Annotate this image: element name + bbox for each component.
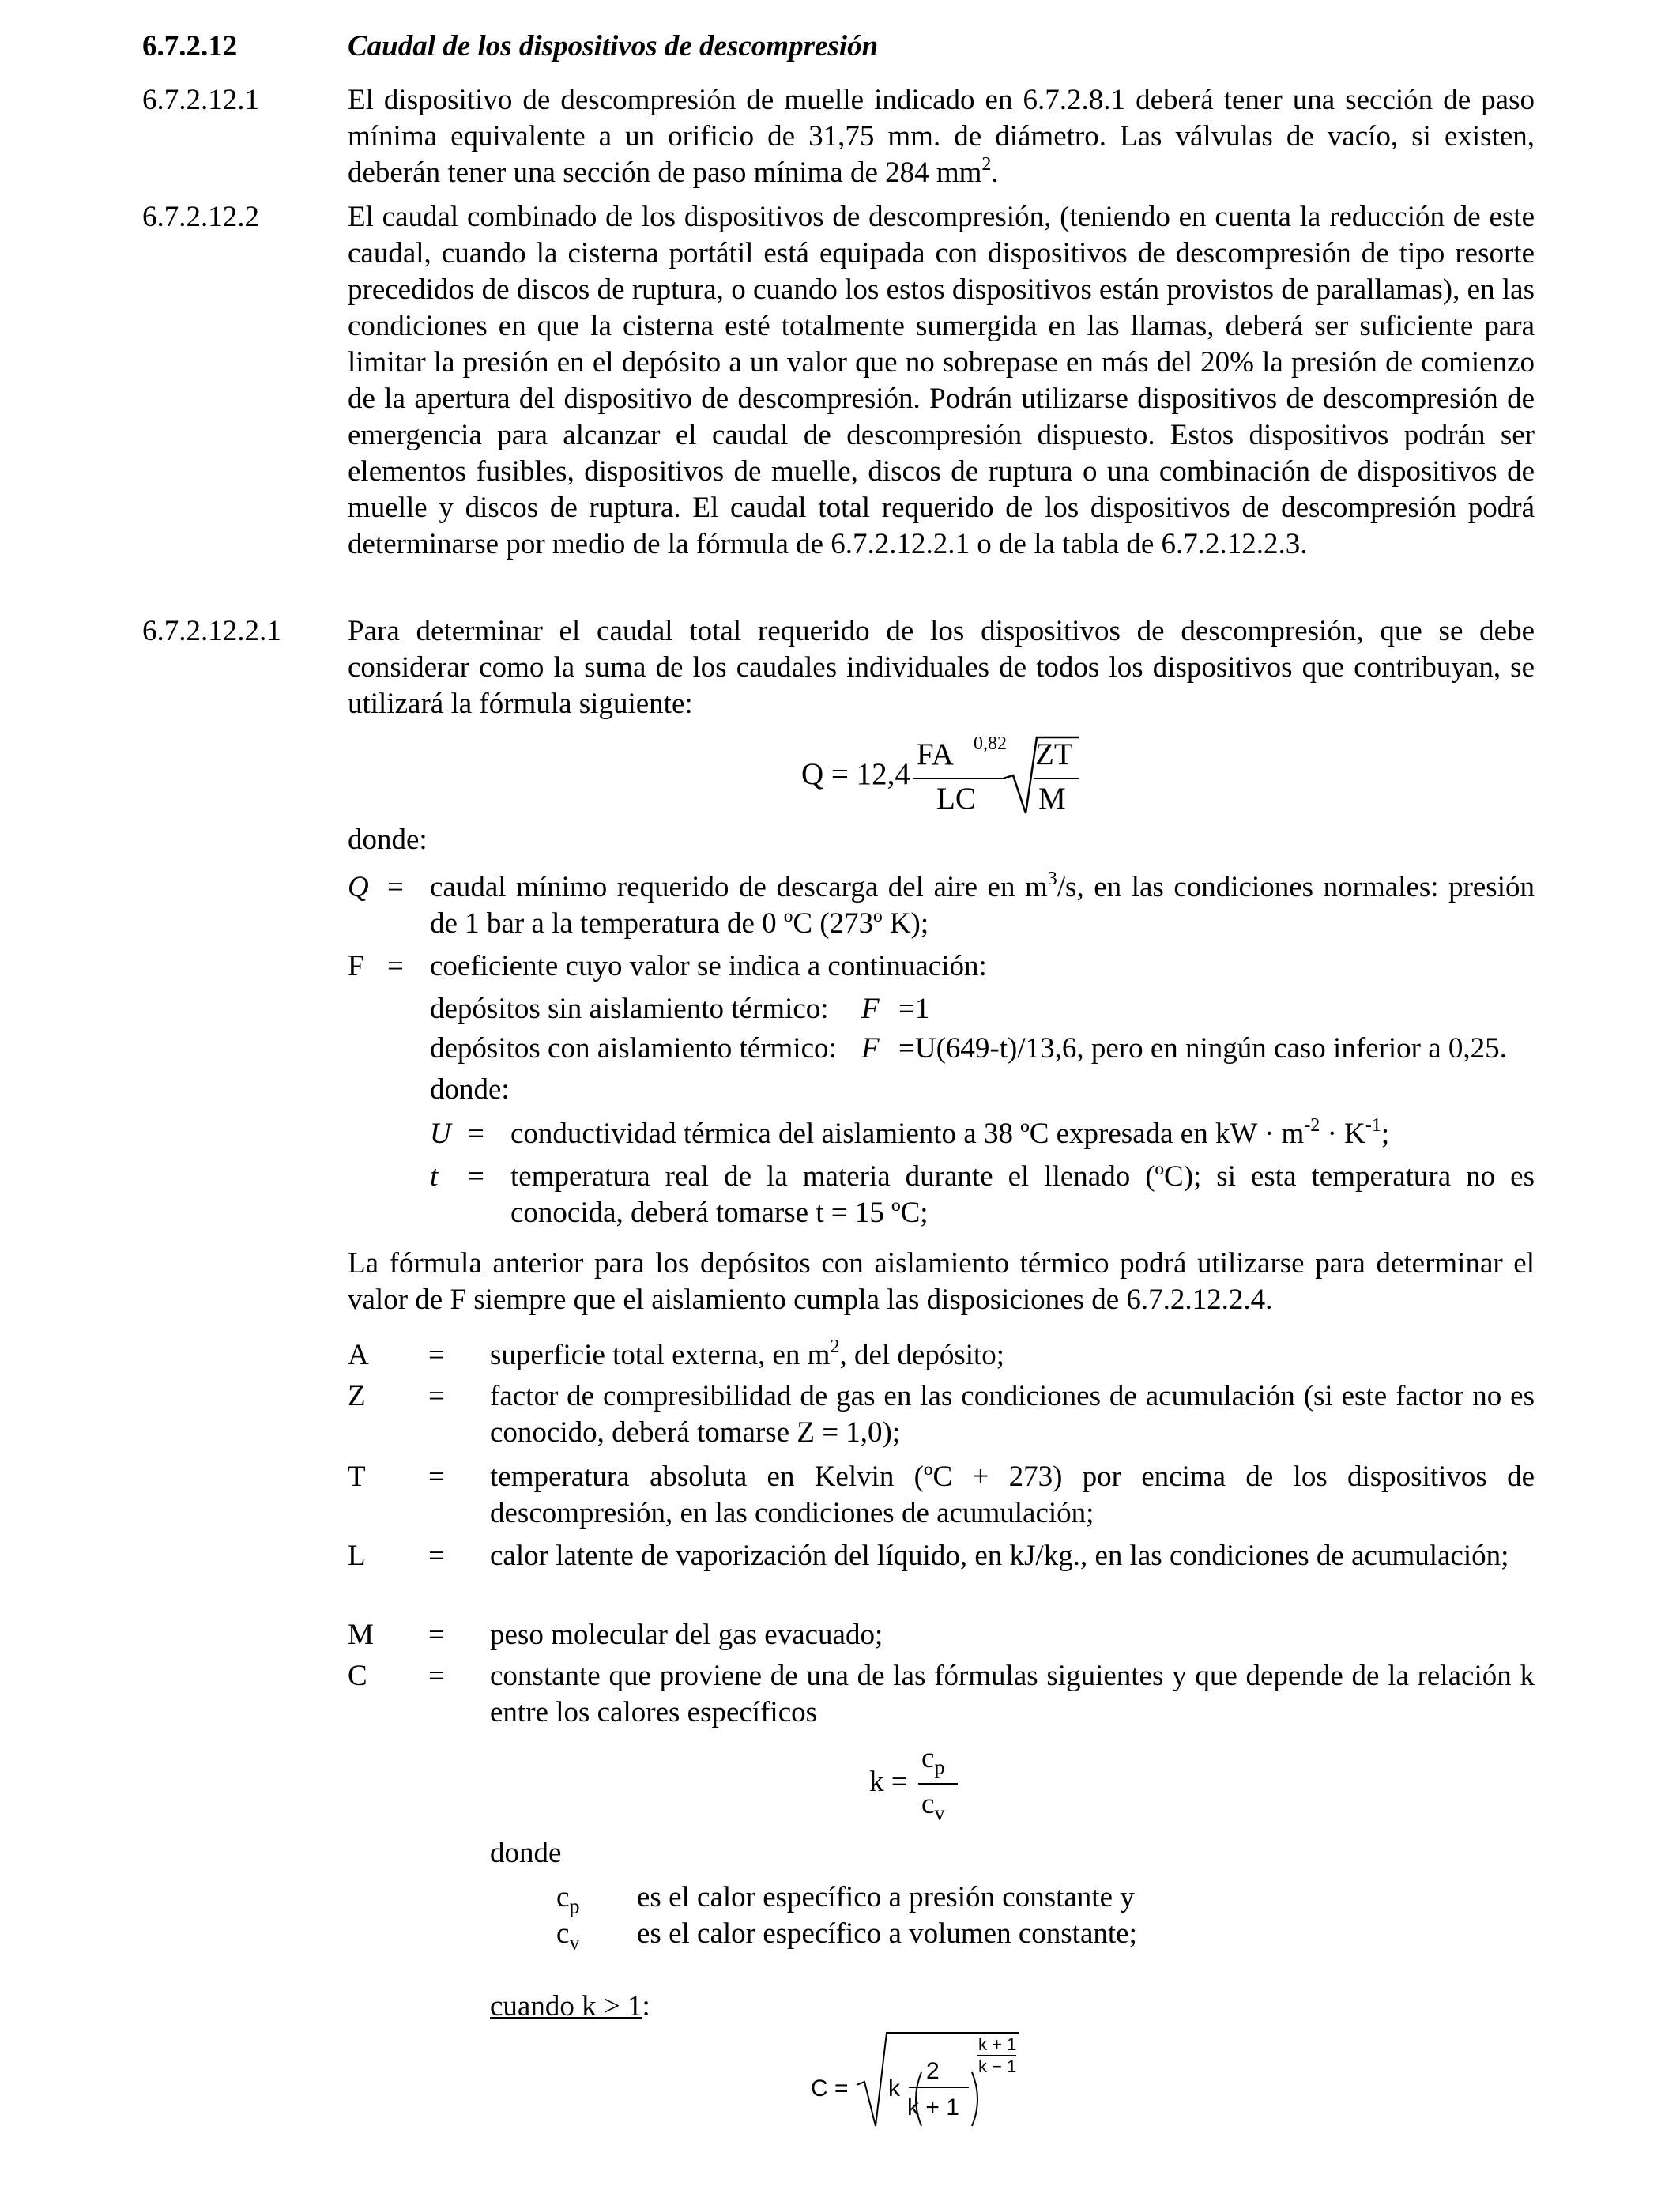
definition-equals: = <box>387 950 404 982</box>
definition-symbol: C <box>348 1660 367 1692</box>
note-paragraph: La fórmula anterior para los depósitos con aislamiento térmico podrá utilizarse para determinar el valor de F siempre que el aislamiento cumpla las disposiciones de 6.7.2.12.2.4. <box>348 1247 1535 1316</box>
fraction-bar <box>1034 778 1079 779</box>
definition-symbol: Q <box>348 871 369 903</box>
paragraph-text: Para determinar el caudal total requerido de los dispositivos de descompresión, que se debe considerar como la suma de los caudales individuales de todos los dispositivos que contribuyan, se utilizará la fórmula siguiente: <box>348 615 1535 720</box>
donde-label: donde: <box>348 824 428 856</box>
cv-symbol: $c_v$ <box>556 1917 580 1955</box>
formula-lhs: k = <box>869 1766 908 1798</box>
definition-text: peso molecular del gas evacuado; <box>490 1619 883 1651</box>
exponent-denominator: k − 1 <box>978 2056 1017 2076</box>
definition-equals: = <box>468 1118 484 1150</box>
definition-text: coeficiente cuyo valor se indica a continuación: <box>430 950 987 982</box>
cp-symbol: $c_p$ <box>556 1881 580 1918</box>
paragraph-number: 6.7.2.12.1 <box>142 84 259 116</box>
definition-text: temperatura real de la materia durante el llenado (ºC); si esta temperatura no es conocida, deberá tomarse t = 15 ºC; <box>510 1160 1535 1229</box>
f-case-label: depósitos sin aislamiento térmico: <box>430 993 829 1025</box>
definition-text: conductividad térmica del aislamiento a 38 ºC expresada en kW · $m^{-2} \cdot K^{-1}$; <box>510 1114 1390 1150</box>
definition-text: calor latente de vaporización del líquido, en kJ/kg., en las condiciones de acumulación; <box>490 1540 1509 1572</box>
paragraph-number: 6.7.2.12.2.1 <box>142 615 281 647</box>
cv-definition: es el calor específico a volumen constante; <box>637 1917 1137 1950</box>
donde-label: donde: <box>430 1073 510 1106</box>
fraction-bar <box>913 778 1006 779</box>
exponent-numerator: k + 1 <box>978 2034 1017 2054</box>
formula-numerator: FA <box>917 737 954 771</box>
definition-text: temperatura absoluta en Kelvin (ºC + 273) por encima de los dispositivos de descompresión, en las condiciones de acumulación; <box>490 1461 1535 1529</box>
definition-symbol: t <box>430 1160 439 1193</box>
definition-equals: = <box>468 1160 484 1193</box>
formula-exponent: 0,82 <box>974 733 1007 754</box>
f-case-symbol: F <box>861 993 880 1025</box>
formula-numerator: 2 <box>926 2058 940 2084</box>
formula-lhs: C = <box>811 2075 849 2102</box>
definition-equals: = <box>428 1660 445 1692</box>
f-case-label: depósitos con aislamiento térmico: <box>430 1032 837 1065</box>
f-case-value: =U(649-t)/13,6, pero en ningún caso inferior a 0,25. <box>898 1032 1507 1065</box>
definition-text: superficie total externa, en $m^2$, del depósito; <box>490 1336 1005 1371</box>
definition-equals: = <box>428 1540 445 1572</box>
definition-text: factor de compresibilidad de gas en las condiciones de acumulación (si este factor no es conocido, deberá tomarse Z = 1,0); <box>490 1380 1535 1449</box>
definition-equals: = <box>428 1461 445 1493</box>
definition-symbol: A <box>348 1339 369 1371</box>
definition-equals: = <box>428 1339 445 1371</box>
definition-equals: = <box>428 1619 445 1651</box>
cp-definition: es el calor específico a presión constante y <box>637 1881 1135 1913</box>
formula-numerator: $c_p$ <box>921 1742 945 1779</box>
formula-denominator: k + 1 <box>907 2094 959 2120</box>
definition-symbol: U <box>430 1118 451 1150</box>
definition-equals: = <box>387 871 404 903</box>
root-numerator: ZT <box>1035 737 1073 771</box>
formula-denominator: LC <box>936 782 976 816</box>
paragraph-number: 6.7.2.12.2 <box>142 201 259 233</box>
definition-symbol: M <box>348 1619 374 1651</box>
root-denominator: M <box>1038 782 1066 816</box>
paragraph-text: El caudal combinado de los dispositivos de descompresión, (teniendo en cuenta la reducción de este caudal, cuando la cisterna portátil está equipada con dispositivos de descompresión de tipo resorte precedidos de discos de ruptura, o cuando los estos dispositivos están provistos de parallamas), en las condiciones en que la cisterna esté totalmente sumergida en las llamas, deberá ser suficiente para limitar la presión en el depósito a un valor que no sobrepase en más del 20% la presión de comienzo de la apertura del dispositivo de descompresión. Podrán utilizarse dispositivos de descompresión de emergencia para alcanzar el caudal de descompresión dispuesto. Estos dispositivos podrán ser elementos fusibles, dispositivos de muelle, discos de ruptura o una combinación de dispositivos de muelle y discos de ruptura. El caudal total requerido de los dispositivos de descompresión podrá determinarse por medio de la fórmula de 6.7.2.12.2.1 o de la tabla de 6.7.2.12.2.3. <box>348 201 1535 560</box>
definition-text: caudal mínimo requerido de descarga del aire en $m^3/s$, en las condiciones normales: presión de 1 bar a la temperatura de 0 ºC (273º K); <box>430 868 1535 940</box>
section-number: 6.7.2.12 <box>142 30 238 62</box>
donde-label: donde <box>490 1837 562 1869</box>
definition-text: constante que proviene de una de las fórmulas siguientes y que depende de la relación k entre los calores específicos <box>490 1660 1535 1728</box>
formula-k-symbol: k <box>888 2075 900 2102</box>
fraction-bar <box>918 1783 958 1785</box>
definition-symbol: L <box>348 1540 366 1572</box>
paragraph-text: El dispositivo de descompresión de muelle indicado en 6.7.2.8.1 deberá tener una sección de paso mínima equivalente a un orificio de 31,75 mm. de diámetro. Las válvulas de vacío, si existen, deberán tener una sección de paso mínima de 284 $mm^2$. <box>348 84 1535 189</box>
definition-symbol: Z <box>348 1380 366 1412</box>
definition-equals: = <box>428 1380 445 1412</box>
section-title: Caudal de los dispositivos de descompresión <box>348 30 879 62</box>
case-label: cuando k > 1: <box>490 1990 650 2022</box>
definition-symbol: T <box>348 1461 366 1493</box>
formula-denominator: $c_v$ <box>921 1788 945 1825</box>
f-case-value: =1 <box>898 993 930 1025</box>
fraction-bar <box>909 2087 969 2088</box>
formula-lhs: Q = 12,4 <box>801 757 910 791</box>
definition-symbol: F <box>348 950 364 982</box>
f-case-symbol: F <box>861 1032 880 1065</box>
